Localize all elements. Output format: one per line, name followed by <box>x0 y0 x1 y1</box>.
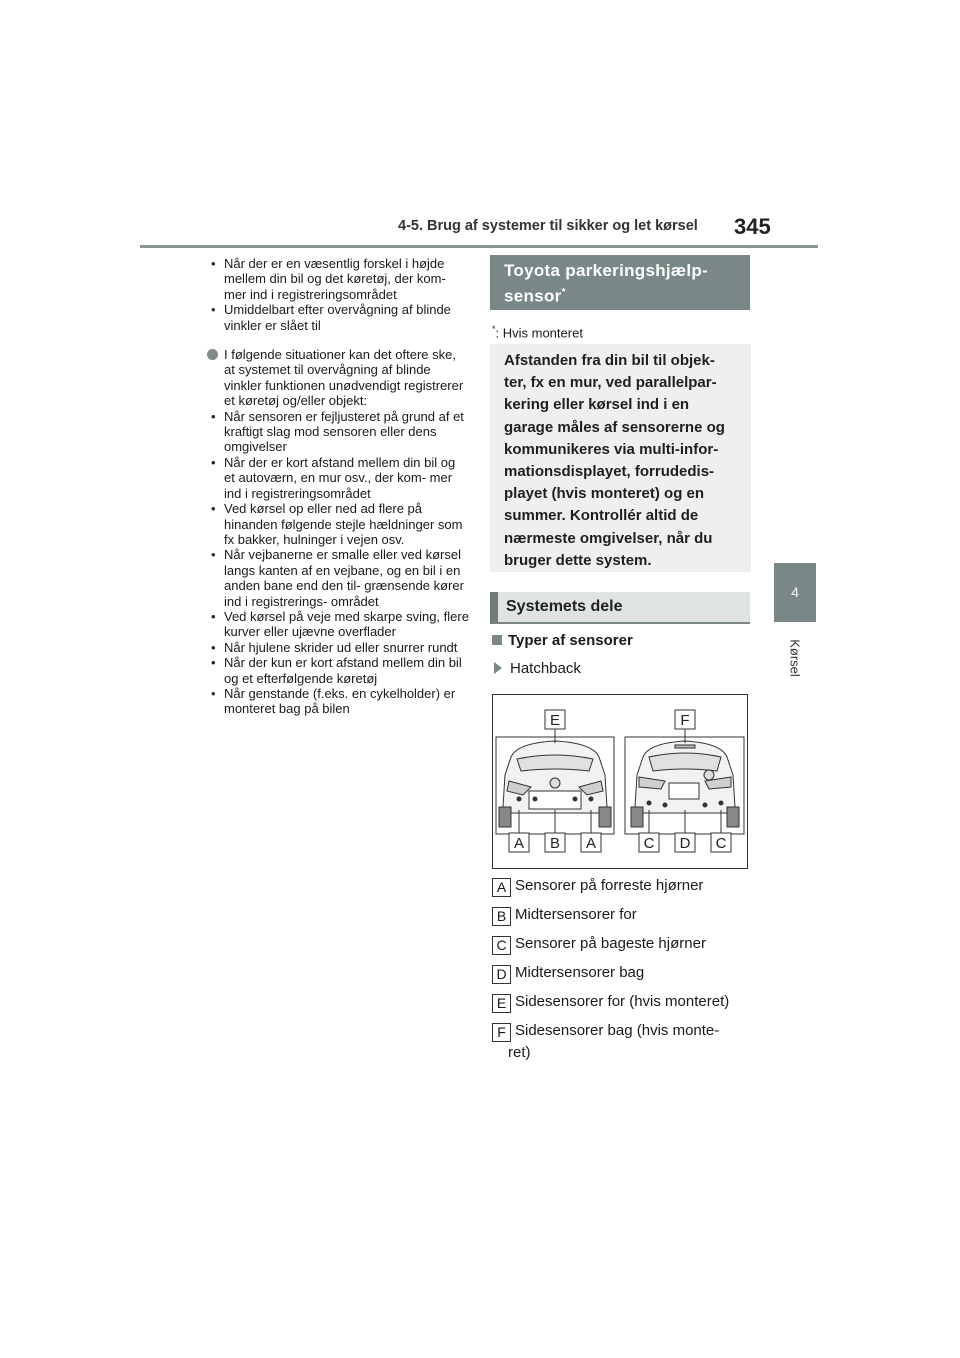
intro-box: Afstanden fra din bil til objek- ter, fx en mur, ved parallelpar- kering eller kørsel ind i en garage måles af sensorerne og kommunikeres via multi-infor- mationsdisplayet, forrudedis- playet (hvis monteret) og en summer. Kontrollér altid de nærmeste omgivelser, når du bruger dette system. <box>490 344 751 572</box>
footnote-marker: * <box>561 287 566 298</box>
bullet-item: • Når genstande (f.eks. en cykelholder) er monteret bag på bilen <box>207 686 469 717</box>
label-a: A <box>513 835 525 852</box>
footnote <box>492 324 583 340</box>
bullet-item: • Når der kun er kort afstand mellem din bil og et efterfølgende køretøj <box>207 655 469 686</box>
legend-key: C <box>492 936 511 955</box>
bullet-item: • Når der er en væsentlig forskel i højde mellem din bil og det køretøj, der kom- mer ind i registreringsområdet <box>207 256 469 302</box>
front-view-car <box>496 729 614 834</box>
label-c: C <box>715 835 727 852</box>
section-title: 4-5. Brug af systemer til sikker og let kørsel <box>398 218 698 234</box>
subsection-heading: Systemets dele <box>490 592 750 624</box>
bullet-item: • Umiddelbart efter overvågning af blinde vinkler er slået til <box>207 302 469 333</box>
legend-key: D <box>492 965 511 984</box>
bullet-item: • Når der er kort afstand mellem din bil og et autoværn, en mur osv., der kom- mer ind i registreringsområdet <box>207 455 469 501</box>
legend-key: B <box>492 907 511 926</box>
car-illustration <box>493 695 747 868</box>
bullet-item: • Ved kørsel op eller ned ad flere på hinanden følgende stejle hældninger som fx bakker, hulninger i vejen osv. <box>207 501 469 547</box>
footnote-text: : Hvis monteret <box>495 325 583 341</box>
legend-text: Midtersensorer for <box>515 906 637 923</box>
legend-text: Sidesensorer bag (hvis monte- <box>515 1022 720 1039</box>
rear-view-car <box>625 729 744 834</box>
label-c: C <box>643 835 655 852</box>
chapter-label <box>781 628 809 688</box>
sensor-diagram <box>492 694 748 869</box>
bullet-item: • Når vejbanerne er smalle eller ved kørsel langs kanten af en vejbane, og en bil i en anden bane end den til- grænsende kører ind i registrerings- området <box>207 547 469 609</box>
label-a: A <box>585 835 597 852</box>
legend-item <box>492 991 729 1013</box>
types-heading-text: Typer af sensorer <box>508 632 633 649</box>
legend-item <box>492 933 706 955</box>
label-f: F <box>680 712 690 729</box>
legend-text: Midtersensorer bag <box>515 964 645 981</box>
chapter-label-text: Kørsel <box>787 639 803 677</box>
left-column <box>207 256 469 717</box>
heading-line-1: Toyota parkeringshjælp- <box>504 261 709 280</box>
legend-text: Sensorer på bageste hjørner <box>515 935 706 952</box>
legend-key: A <box>492 878 511 897</box>
legend-item <box>492 1020 719 1064</box>
square-bullet-icon <box>492 635 502 645</box>
circle-bullet-icon <box>207 349 218 360</box>
legend-item <box>492 875 703 897</box>
bullet-item: • Ved kørsel på veje med skarpe sving, flere kurver eller ujævne overflader <box>207 609 469 640</box>
heading-line-2 <box>504 282 750 308</box>
types-heading <box>492 632 633 649</box>
bullet-item: • Når sensoren er fejljusteret på grund af et kraftigt slag mod sensoren eller dens omgivelser <box>207 409 469 455</box>
bullet-item: • Når hjulene skrider ud eller snurrer rundt <box>207 640 469 655</box>
label-b: B <box>549 835 561 852</box>
label-e: E <box>549 712 561 729</box>
hatchback-label <box>494 660 581 677</box>
page-number: 345 <box>734 214 771 239</box>
footnote-marker: * <box>492 324 496 334</box>
legend-text-continued: ret) <box>508 1044 531 1061</box>
label-d: D <box>679 835 691 852</box>
heading-line-2-text: sensor <box>504 286 562 306</box>
circle-item <box>207 347 469 409</box>
legend-key: F <box>492 1023 511 1042</box>
legend-text: Sidesensorer for (hvis monteret) <box>515 993 730 1010</box>
legend-item <box>492 904 637 926</box>
header-divider <box>140 245 818 248</box>
legend-key: E <box>492 994 511 1013</box>
legend-item <box>492 962 644 984</box>
section-heading-box <box>490 255 750 310</box>
triangle-bullet-icon <box>494 662 502 674</box>
hatchback-text: Hatchback <box>510 660 581 677</box>
circle-item-text: I følgende situationer kan det oftere ske, at systemet til overvågning af blinde vinkler funktionen unødvendigt registrerer et køretøj og/eller objekt: <box>224 347 464 409</box>
chapter-tab[interactable]: 4 <box>774 563 816 622</box>
legend-text: Sensorer på forreste hjørner <box>515 877 704 894</box>
